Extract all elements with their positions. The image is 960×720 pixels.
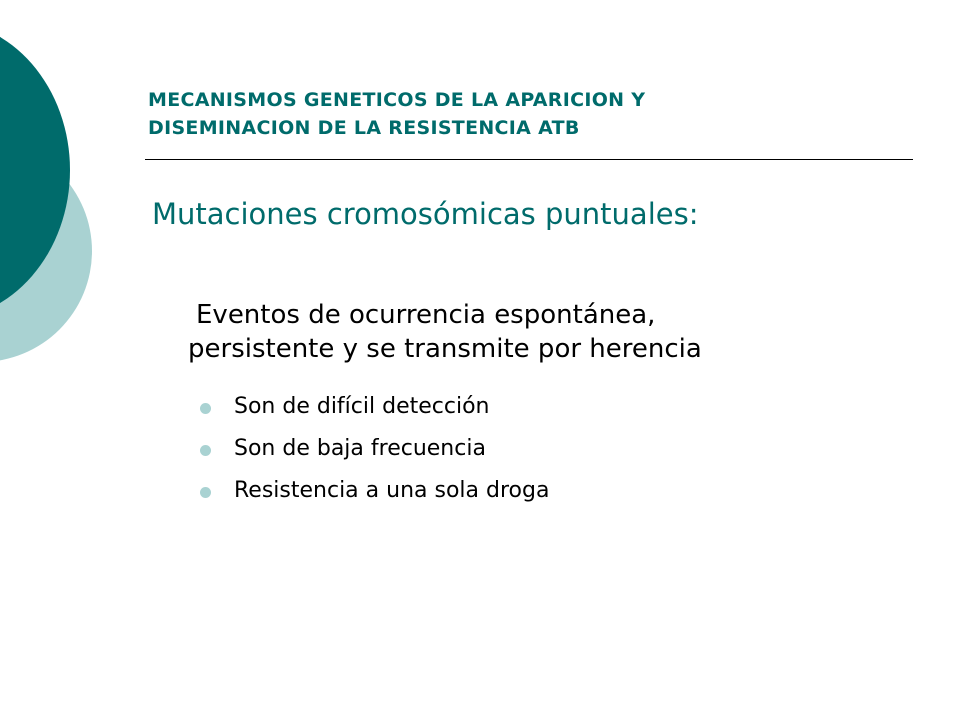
bullet-dot-icon	[200, 445, 211, 456]
bullet-list	[198, 390, 549, 516]
body-line-2: persistente y se transmite por herencia	[188, 334, 702, 364]
slide-title-line-1: MECANISMOS GENETICOS DE LA APARICION Y	[148, 89, 646, 111]
slide-title	[148, 86, 848, 142]
bullet-text: Son de difícil detección	[234, 394, 490, 419]
bullet-dot-icon	[200, 403, 211, 414]
bullet-item	[198, 432, 549, 474]
bullet-item	[198, 390, 549, 432]
bullet-item	[198, 474, 549, 516]
bullet-text: Resistencia a una sola droga	[234, 478, 550, 503]
body-paragraph	[178, 298, 918, 366]
bullet-dot-icon	[200, 487, 211, 498]
slide-title-line-2: DISEMINACION DE LA RESISTENCIA ATB	[148, 117, 580, 139]
title-divider	[145, 159, 913, 160]
bullet-text: Son de baja frecuencia	[234, 436, 486, 461]
slide-subtitle: Mutaciones cromosómicas puntuales:	[152, 197, 699, 231]
body-line-1: Eventos de ocurrencia espontánea,	[196, 300, 656, 330]
